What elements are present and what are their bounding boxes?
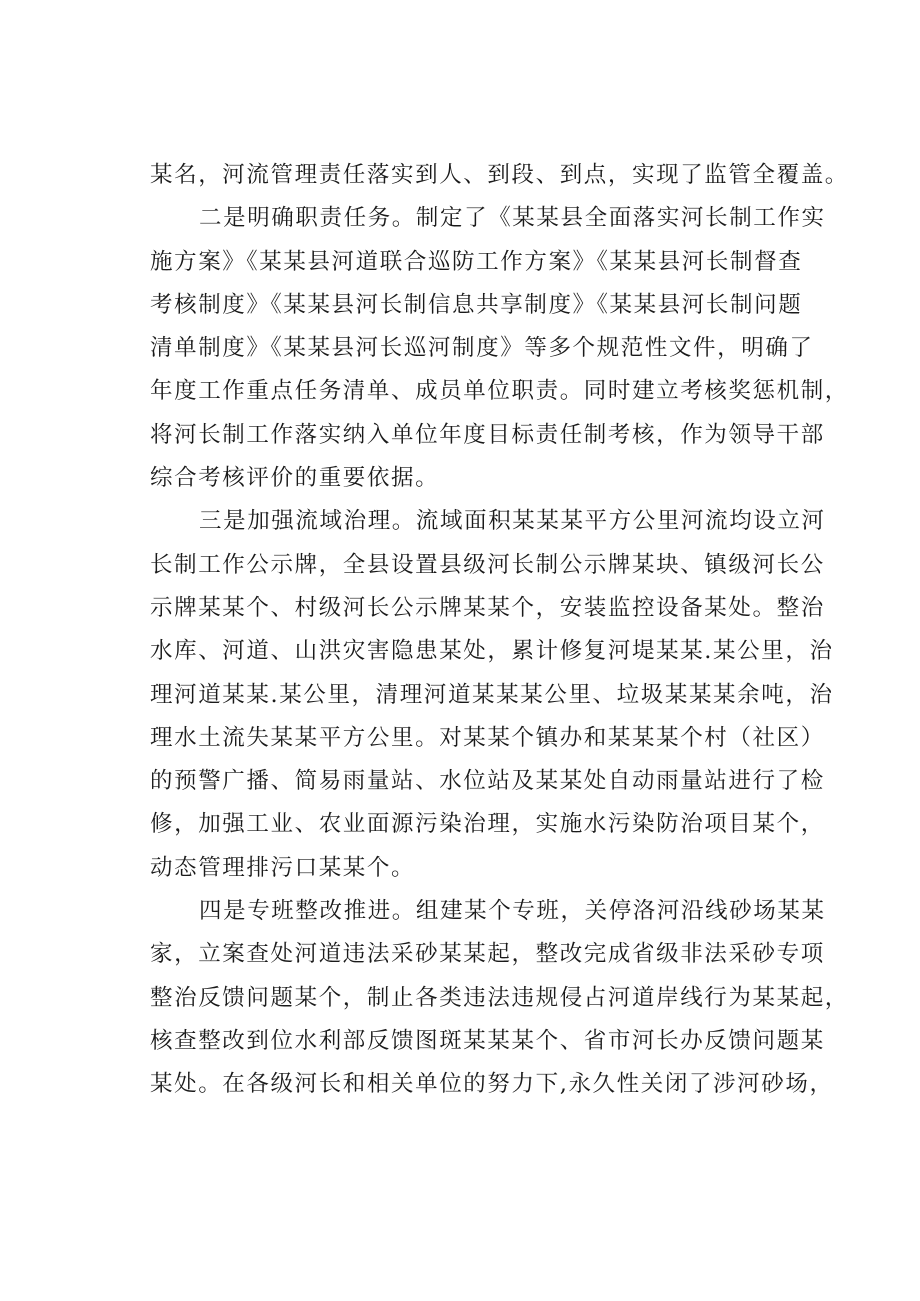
text-line: 某处。在各级河长和相关单位的努力下,永久性关闭了涉河砂场，: [150, 1071, 834, 1098]
text-line: 水库、河道、山洪灾害隐患某处，累计修复河堤某某.某公里，治: [150, 638, 834, 665]
text-line: 核查整改到位水利部反馈图斑某某某个、省市河长办反馈问题某: [150, 1027, 825, 1054]
text-line: 理河道某某.某公里，清理河道某某某公里、垃圾某某某余吨，治: [150, 681, 834, 708]
text-line: 四是专班整改推进。组建某个专班，关停洛河沿线砂场某某: [199, 898, 826, 925]
text-line: 施方案》《某某县河道联合巡防工作方案》《某某县河长制督查: [150, 248, 803, 275]
text-line: 理水土流失某某平方公里。对某某个镇办和某某某个村（社区）: [150, 724, 825, 751]
paragraph-0: [150, 154, 849, 197]
text-line: 年度工作重点任务清单、成员单位职责。同时建立考核奖惩机制，: [150, 378, 849, 405]
text-line: 长制工作公示牌，全县设置县级河长制公示牌某块、镇级河长公: [150, 551, 825, 578]
paragraph-2: [150, 500, 834, 890]
text-line: 三是加强流域治理。流域面积某某某平方公里河流均设立河: [199, 508, 826, 535]
document-body: [150, 154, 849, 1107]
text-line: 考核制度》《某某县河长制信息共享制度》《某某县河长制问题: [150, 291, 803, 318]
text-line: 清单制度》《某某县河长巡河制度》等多个规范性文件，明确了: [150, 335, 814, 362]
text-line: 综合考核评价的重要依据。: [150, 465, 440, 492]
text-line: 修，加强工业、农业面源污染治理，实施水污染防治项目某个，: [150, 811, 825, 838]
text-line: 某名，河流管理责任落实到人、到段、到点，实现了监管全覆盖。: [150, 162, 849, 188]
text-line: 的预警广播、简易雨量站、水位站及某某处自动雨量站进行了检: [150, 768, 825, 795]
text-line: 动态管理排污口某某个。: [150, 854, 416, 881]
paragraph-1: [150, 197, 849, 500]
text-line: 示牌某某个、村级河长公示牌某某个，安装监控设备某处。整治: [150, 594, 825, 621]
text-line: 家，立案查处河道违法采砂某某起，整改完成省级非法采砂专项: [150, 941, 825, 968]
paragraph-3: [150, 890, 849, 1106]
text-line: 二是明确职责任务。制定了《某某县全面落实河长制工作实: [199, 205, 826, 232]
text-line: 将河长制工作落实纳入单位年度目标责任制考核，作为领导干部: [150, 421, 825, 448]
text-line: 整治反馈问题某个，制止各类违法违规侵占河道岸线行为某某起，: [150, 984, 849, 1011]
